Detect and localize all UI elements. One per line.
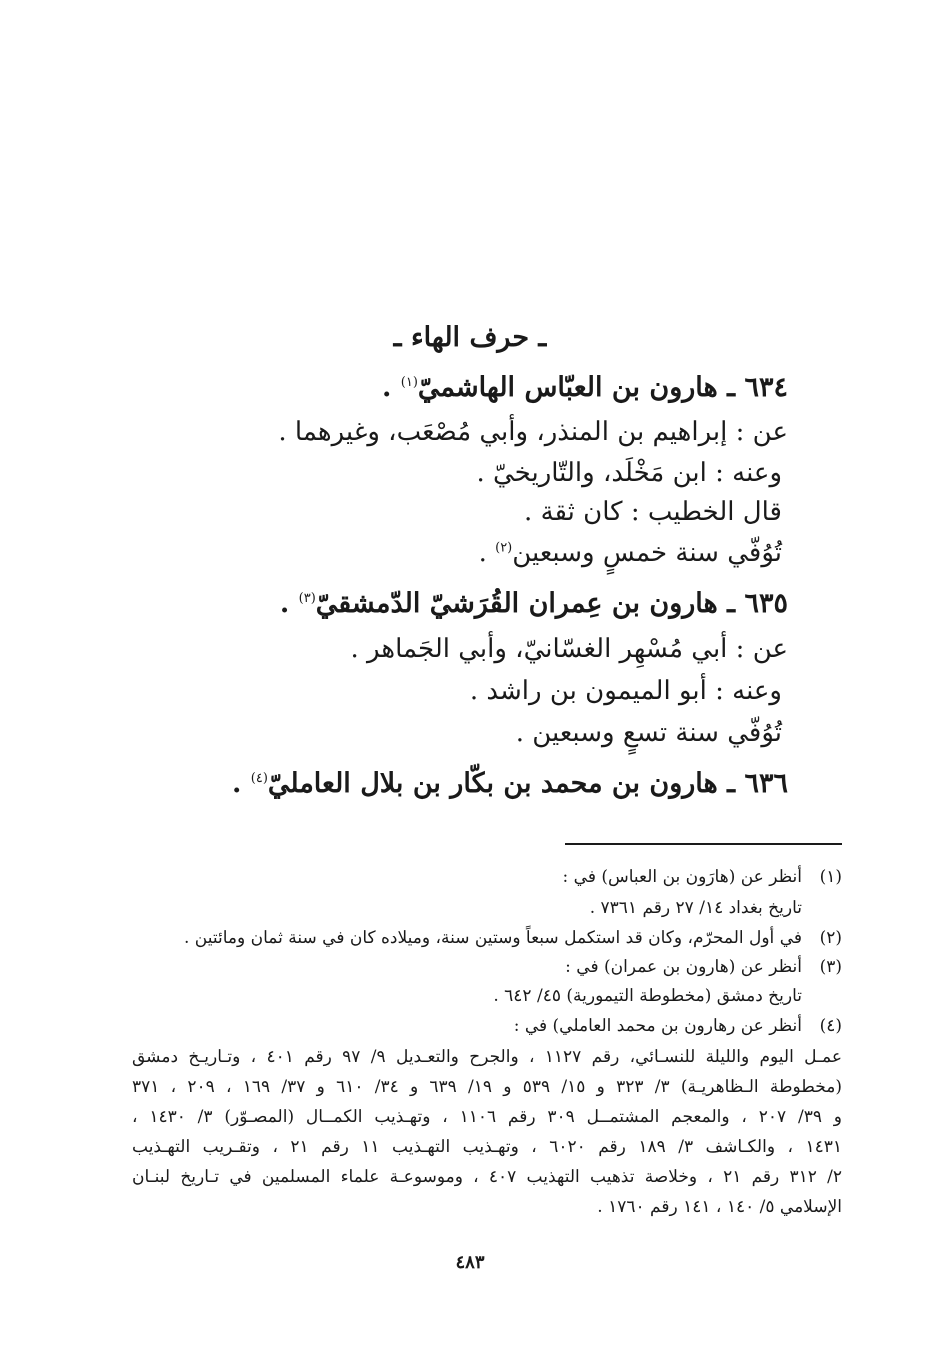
footnote-1: (١)أنظر عن (هارَون بن العباس) في : <box>562 867 842 887</box>
footnote-number: (٣) <box>819 957 842 977</box>
footnote-number: (١) <box>819 867 842 887</box>
footnote-paragraph-line: (مخطوطة الـظاهريـة) ٣/ ٣٢٣ و ١٥/ ٥٣٩ و ١٩/ ٦٣٩ و ٣٤/ ٦١٠ و ٣٧/ ١٦٩ ، ٢٠٩ ، ٣٧١ <box>132 1077 842 1097</box>
footnote-paragraph-line: ١٤٣١ ، والكـاشف ٣/ ١٨٩ رقم ٦٠٢٠ ، وتهـذيب التهـذيب ١١ رقم ٢١ ، وتقـريب التهـذيب <box>132 1137 842 1157</box>
entry-text-line: عن : أبي مُسْهِر الغسّانيّ، وأبي الجَماهر . <box>350 634 788 664</box>
footnote-paragraph-line: الإسلامي ٥/ ١٤٠ ، ١٤١ رقم ١٧٦٠ . <box>597 1197 842 1217</box>
entry-text-line: تُوُفّي سنة تسعٍ وسبعين . <box>515 718 782 748</box>
entry-heading: ٦٣٥ ـ هارون بن عِمران القُرَشيّ الدّمشقيّ$^{(٣)}$ . <box>279 588 788 619</box>
entry-text-line: وعنه : ابن مَخْلَد، والتّاريخيّ . <box>476 458 782 488</box>
footnote-number: (٢) <box>819 928 842 948</box>
footnote-marker: (٢) <box>495 540 513 556</box>
footnote-continuation: تاريخ بغداد ١٤/ ٢٧ رقم ٧٣٦١ . <box>589 898 802 918</box>
entry-text-line: تُوُفّي سنة خمسٍ وسبعين$^{(٢)}$ . <box>478 538 782 568</box>
entry-text-line: قال الخطيب : كان ثقة . <box>524 497 782 527</box>
footnote-number: (٤) <box>819 1016 842 1036</box>
footnote-paragraph-line: ٢/ ٣١٢ رقم ٢١ ، وخلاصة تذهيب التهذيب ٤٠٧ ، وموسوعـة علماء المسلمين في تـاريخ لبنـان <box>132 1167 842 1187</box>
footnote-4: (٤)أنظر عن رهارون بن محمد العاملي) في : <box>513 1016 842 1036</box>
footnote-paragraph-line: و ٣٩/ ٢٠٧ ، والمعجم المشتمــل ٣٠٩ رقم ١١٠٦ ، وتهـذيب الكمــال (المصـوّر) ٣/ ١٤٣٠ ، <box>132 1107 842 1127</box>
section-title: ـ حرف الهاء ـ <box>393 322 547 353</box>
footnote-marker: (٣) <box>298 591 316 606</box>
entry-heading: ٦٣٤ ـ هارون بن العبّاس الهاشميّ$^{(١)}$ . <box>381 372 788 403</box>
footnote-paragraph-line: عمـل اليوم والليلة للنسـائي، رقم ١١٢٧ ، والجرح والتعـديل ٩/ ٩٧ رقم ٤٠١ ، وتـاريـخ دمشق <box>132 1047 842 1067</box>
entry-text-line: عن : إبراهيم بن المنذر، وأبي مُصْعَب، وغيرهما . <box>278 417 788 447</box>
footnote-marker: (٤) <box>250 771 268 786</box>
footnote-continuation: تاريخ دمشق (مخطوطة التيمورية) ٤٥/ ٦٤٢ . <box>493 986 802 1006</box>
footnote-2: (٢)في أول المحرّم، وكان قد استكمل سبعاً وستين سنة، وميلاده كان في سنة ثمان ومائتين . <box>184 928 842 948</box>
footnote-separator <box>565 843 842 845</box>
entry-text-line: وعنه : أبو الميمون بن راشد . <box>469 676 782 706</box>
footnote-marker: (١) <box>400 375 418 390</box>
footnote-3: (٣)أنظر عن (هارون بن عمران) في : <box>565 957 842 977</box>
entry-heading: ٦٣٦ ـ هارون بن محمد بن بكّار بن بلال العامليّ$^{(٤)}$ . <box>231 768 788 799</box>
page-number: ٤٨٣ <box>455 1252 485 1273</box>
